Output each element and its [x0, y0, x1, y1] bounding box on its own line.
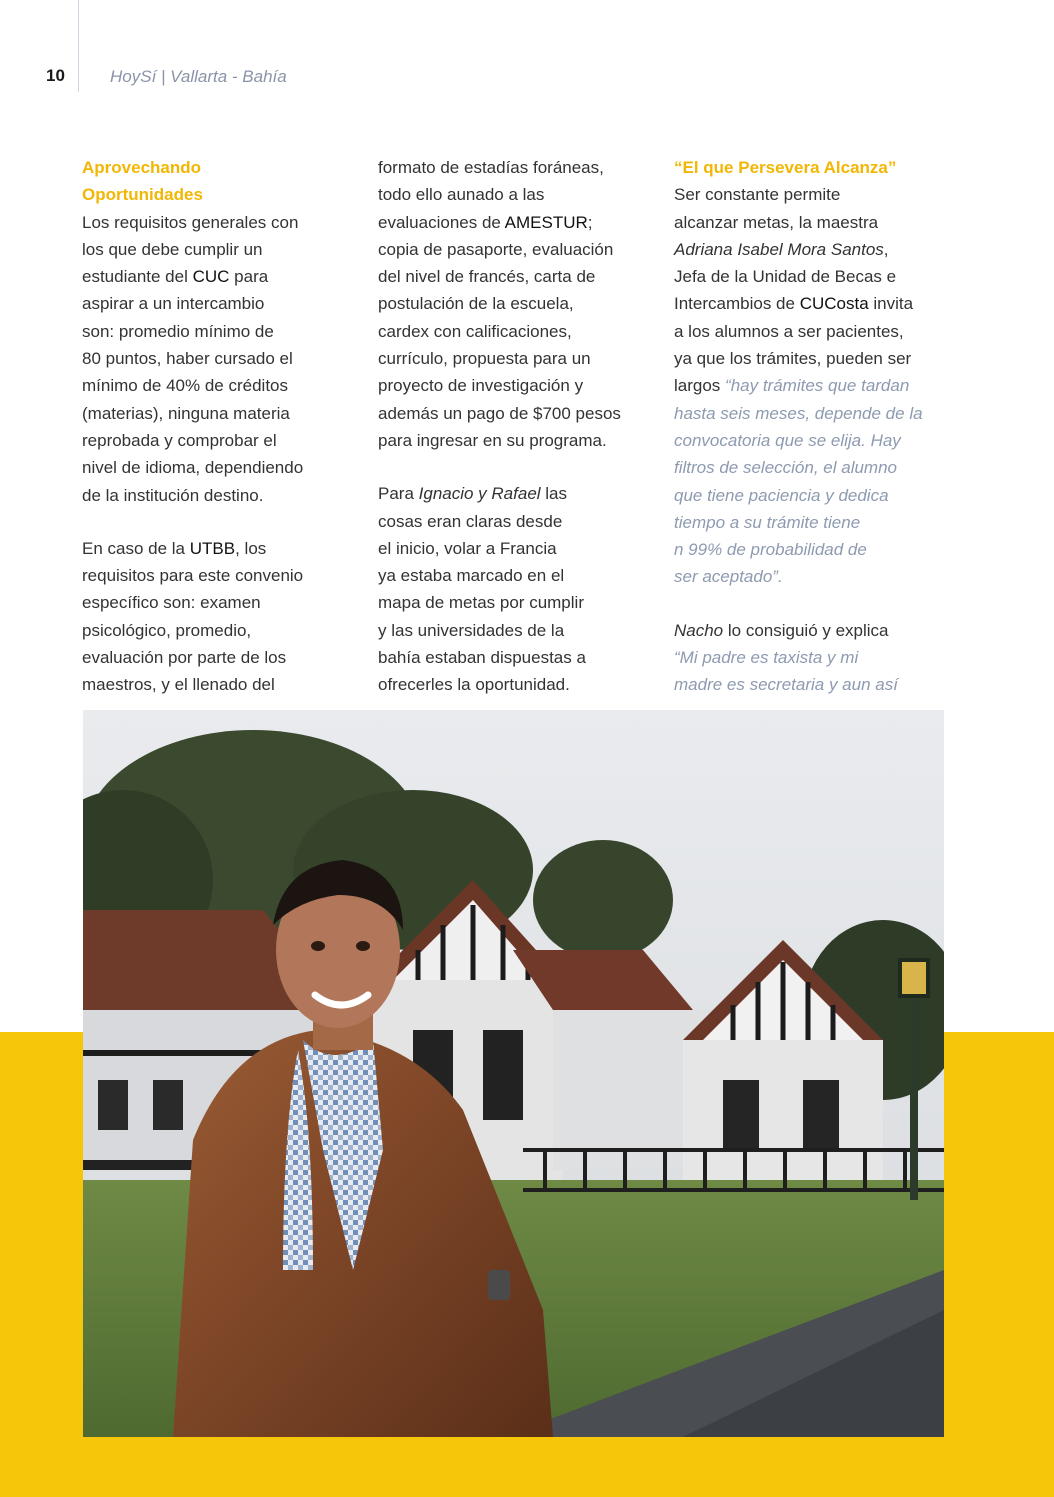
- paragraph-requirements: formato de estadías foráneas, todo ello aunado a las evaluaciones de AMESTUR; copia de pasaporte, evaluación del nivel de francés, carta de postulación de la escuela, cardex con calificaciones, currículo, propuesta para un proyecto de investigación y además un pago de $700 pesos para ingresar en su programa.: [378, 158, 621, 450]
- column-3: [674, 154, 934, 725]
- section-heading-opportunities: Aprovechando Oportunidades Los requisitos generales con los que debe cumplir un estudiante del CUC para aspirar a un intercambio son: promedio mínimo de 80 puntos, haber cursado el mínimo de 40% de créditos (materias), ninguna materia reprobada y comprobar el nivel de idioma, dependiendo de la institución destino.: [82, 158, 304, 505]
- column-1: [82, 154, 327, 725]
- paragraph-ignacio-rafael: Para Ignacio y Rafael las cosas eran claras desde el inicio, volar a Francia ya estaba marcado en el mapa de metas por cumplir y las universidades de la bahía estaban dispuestas a ofrecerles la oportunidad.: [378, 484, 586, 695]
- photo-illustration: [83, 710, 944, 1437]
- page-number: 10: [46, 66, 65, 85]
- section-heading-perseverance: “El que Persevera Alcanza” Ser constante permite alcanzar metas, la maestra Adriana Isabel Mora Santos, Jefa de la Unidad de Becas e Intercambios de CUCosta invita a los alumnos a ser pacientes, ya que los trámites, pueden ser largos “hay trámites que tardan hasta seis meses, depende de la convocatoria que se elija. Hay filtros de selección, el alumno que tiene paciencia y dedica tiempo a su trámite tiene n 99% de probabilidad de ser aceptado”.: [674, 158, 923, 587]
- running-title: HoySí | Vallarta - Bahía: [110, 67, 287, 86]
- column-2: [378, 154, 628, 725]
- paragraph-utbb: En caso de la UTBB, los requisitos para este convenio específico son: examen psicológico, promedio, evaluación por parte de los maestros, y el llenado del: [82, 538, 304, 695]
- paragraph-nacho: Nacho lo consiguió y explica “Mi padre es taxista y mi madre es secretaria y aun así: [674, 620, 898, 695]
- student-photo: [83, 710, 944, 1437]
- header-divider: [78, 0, 79, 92]
